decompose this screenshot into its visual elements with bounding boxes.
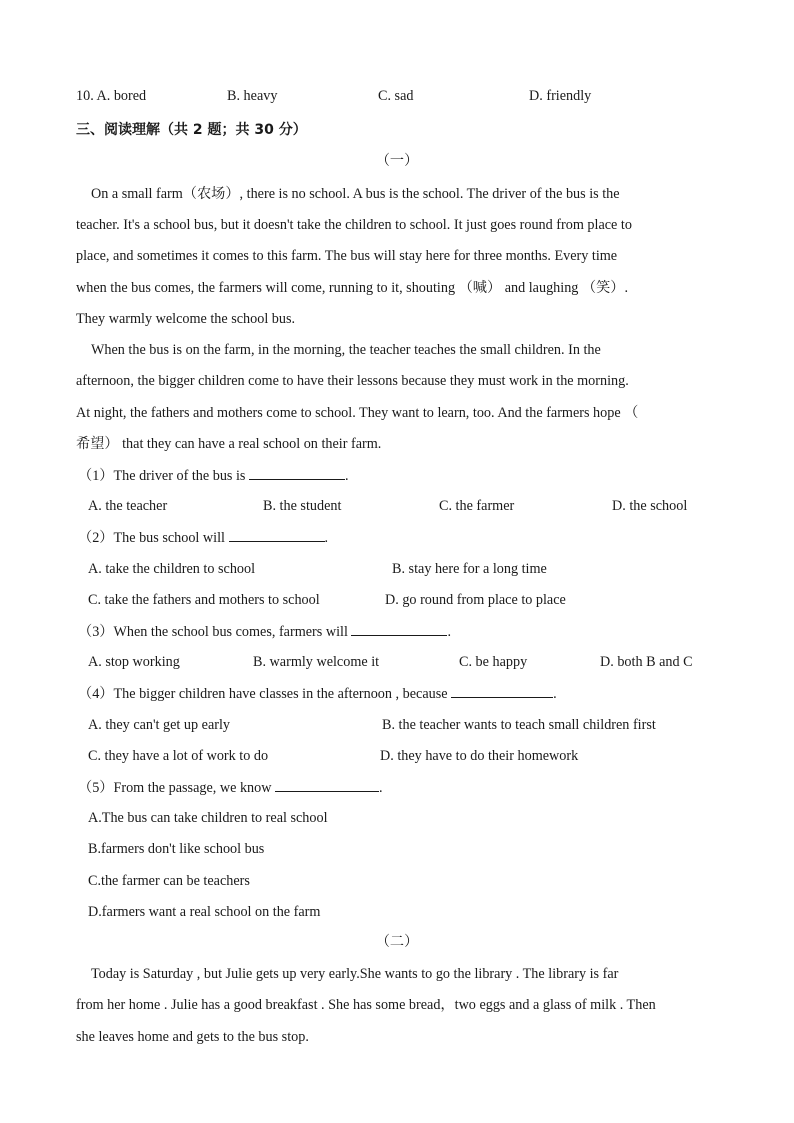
question-end: .: [379, 780, 383, 796]
q10-option-d: D. friendly: [529, 88, 592, 104]
q1-option-a: A. the teacher: [88, 498, 168, 514]
q5-option-d: D.farmers want a real school on the farm: [88, 904, 321, 920]
question-stem-text: （3）When the school bus comes, farmers will: [78, 624, 352, 640]
question-stem-text: （4）The bigger children have classes in the afternoon , because: [78, 686, 452, 702]
question-1-stem: [78, 466, 349, 485]
q5-option-c: C.the farmer can be teachers: [88, 873, 250, 889]
passage2-line: she leaves home and gets to the bus stop.: [76, 1029, 309, 1045]
passage2-title: （二）: [375, 934, 419, 950]
question-stem-text: （5）From the passage, we know: [78, 780, 276, 796]
q3-option-c: C. be happy: [459, 654, 528, 670]
passage1-line: teacher. It's a school bus, but it doesn't take the children to school. It just goes round from place to: [76, 217, 632, 233]
q10-option-a: 10. A. bored: [76, 88, 147, 104]
q2-option-a: A. take the children to school: [88, 561, 256, 577]
answer-blank[interactable]: [275, 778, 379, 792]
q4-option-b: B. the teacher wants to teach small children first: [382, 717, 656, 733]
passage1-title: （一）: [375, 153, 419, 169]
question-5-stem: [78, 778, 383, 797]
question-stem-text: （2）The bus school will: [78, 530, 229, 546]
q10-option-c: C. sad: [378, 88, 414, 104]
passage1-line: when the bus comes, the farmers will come, running to it, shouting （喊） and laughing （笑）.: [76, 280, 629, 296]
question-stem-text: （1）The driver of the bus is: [78, 468, 250, 484]
q10-option-b: B. heavy: [227, 88, 278, 104]
passage1-line: When the bus is on the farm, in the morning, the teacher teaches the small children. In the: [91, 342, 601, 358]
passage1-line: At night, the fathers and mothers come to school. They want to learn, too. And the farmers hope （: [76, 405, 639, 421]
question-end: .: [345, 468, 349, 484]
answer-blank[interactable]: [451, 684, 553, 698]
q5-option-b: B.farmers don't like school bus: [88, 841, 265, 857]
q1-option-c: C. the farmer: [439, 498, 515, 514]
answer-blank[interactable]: [229, 528, 325, 542]
answer-blank[interactable]: [249, 466, 345, 480]
question-4-stem: [78, 684, 557, 703]
q3-option-b: B. warmly welcome it: [253, 654, 380, 670]
question-3-stem: [78, 622, 451, 641]
passage2-line: from her home . Julie has a good breakfast . She has some bread，two eggs and a glass of milk . Then: [76, 997, 656, 1013]
passage1-line: On a small farm（农场）, there is no school. A bus is the school. The driver of the bus is the: [91, 186, 620, 202]
q4-option-d: D. they have to do their homework: [380, 748, 579, 764]
q3-option-a: A. stop working: [88, 654, 180, 670]
q2-option-c: C. take the fathers and mothers to school: [88, 592, 320, 608]
passage1-line: afternoon, the bigger children come to have their lessons because they must work in the morning.: [76, 373, 629, 389]
passage1-line: place, and sometimes it comes to this farm. The bus will stay here for three months. Every time: [76, 248, 618, 264]
answer-blank[interactable]: [351, 622, 447, 636]
q5-option-a: A.The bus can take children to real school: [88, 810, 328, 826]
passage2-line: Today is Saturday , but Julie gets up very early.She wants to go the library . The library is far: [91, 966, 619, 982]
question-2-stem: [78, 528, 328, 547]
q1-option-d: D. the school: [612, 498, 688, 514]
q4-option-c: C. they have a lot of work to do: [88, 748, 269, 764]
question-end: .: [447, 624, 451, 640]
section-heading: 三、阅读理解（共 2 题；共 30 分）: [76, 122, 307, 138]
q2-option-b: B. stay here for a long time: [392, 561, 547, 577]
passage1-line: They warmly welcome the school bus.: [76, 311, 296, 327]
question-end: .: [553, 686, 557, 702]
question-end: .: [324, 530, 329, 546]
passage1-line: 希望） that they can have a real school on their farm.: [76, 436, 382, 452]
q2-option-d: D. go round from place to place: [385, 592, 566, 608]
q4-option-a: A. they can't get up early: [88, 717, 231, 733]
q3-option-d: D. both B and C: [600, 654, 693, 670]
q1-option-b: B. the student: [263, 498, 342, 514]
